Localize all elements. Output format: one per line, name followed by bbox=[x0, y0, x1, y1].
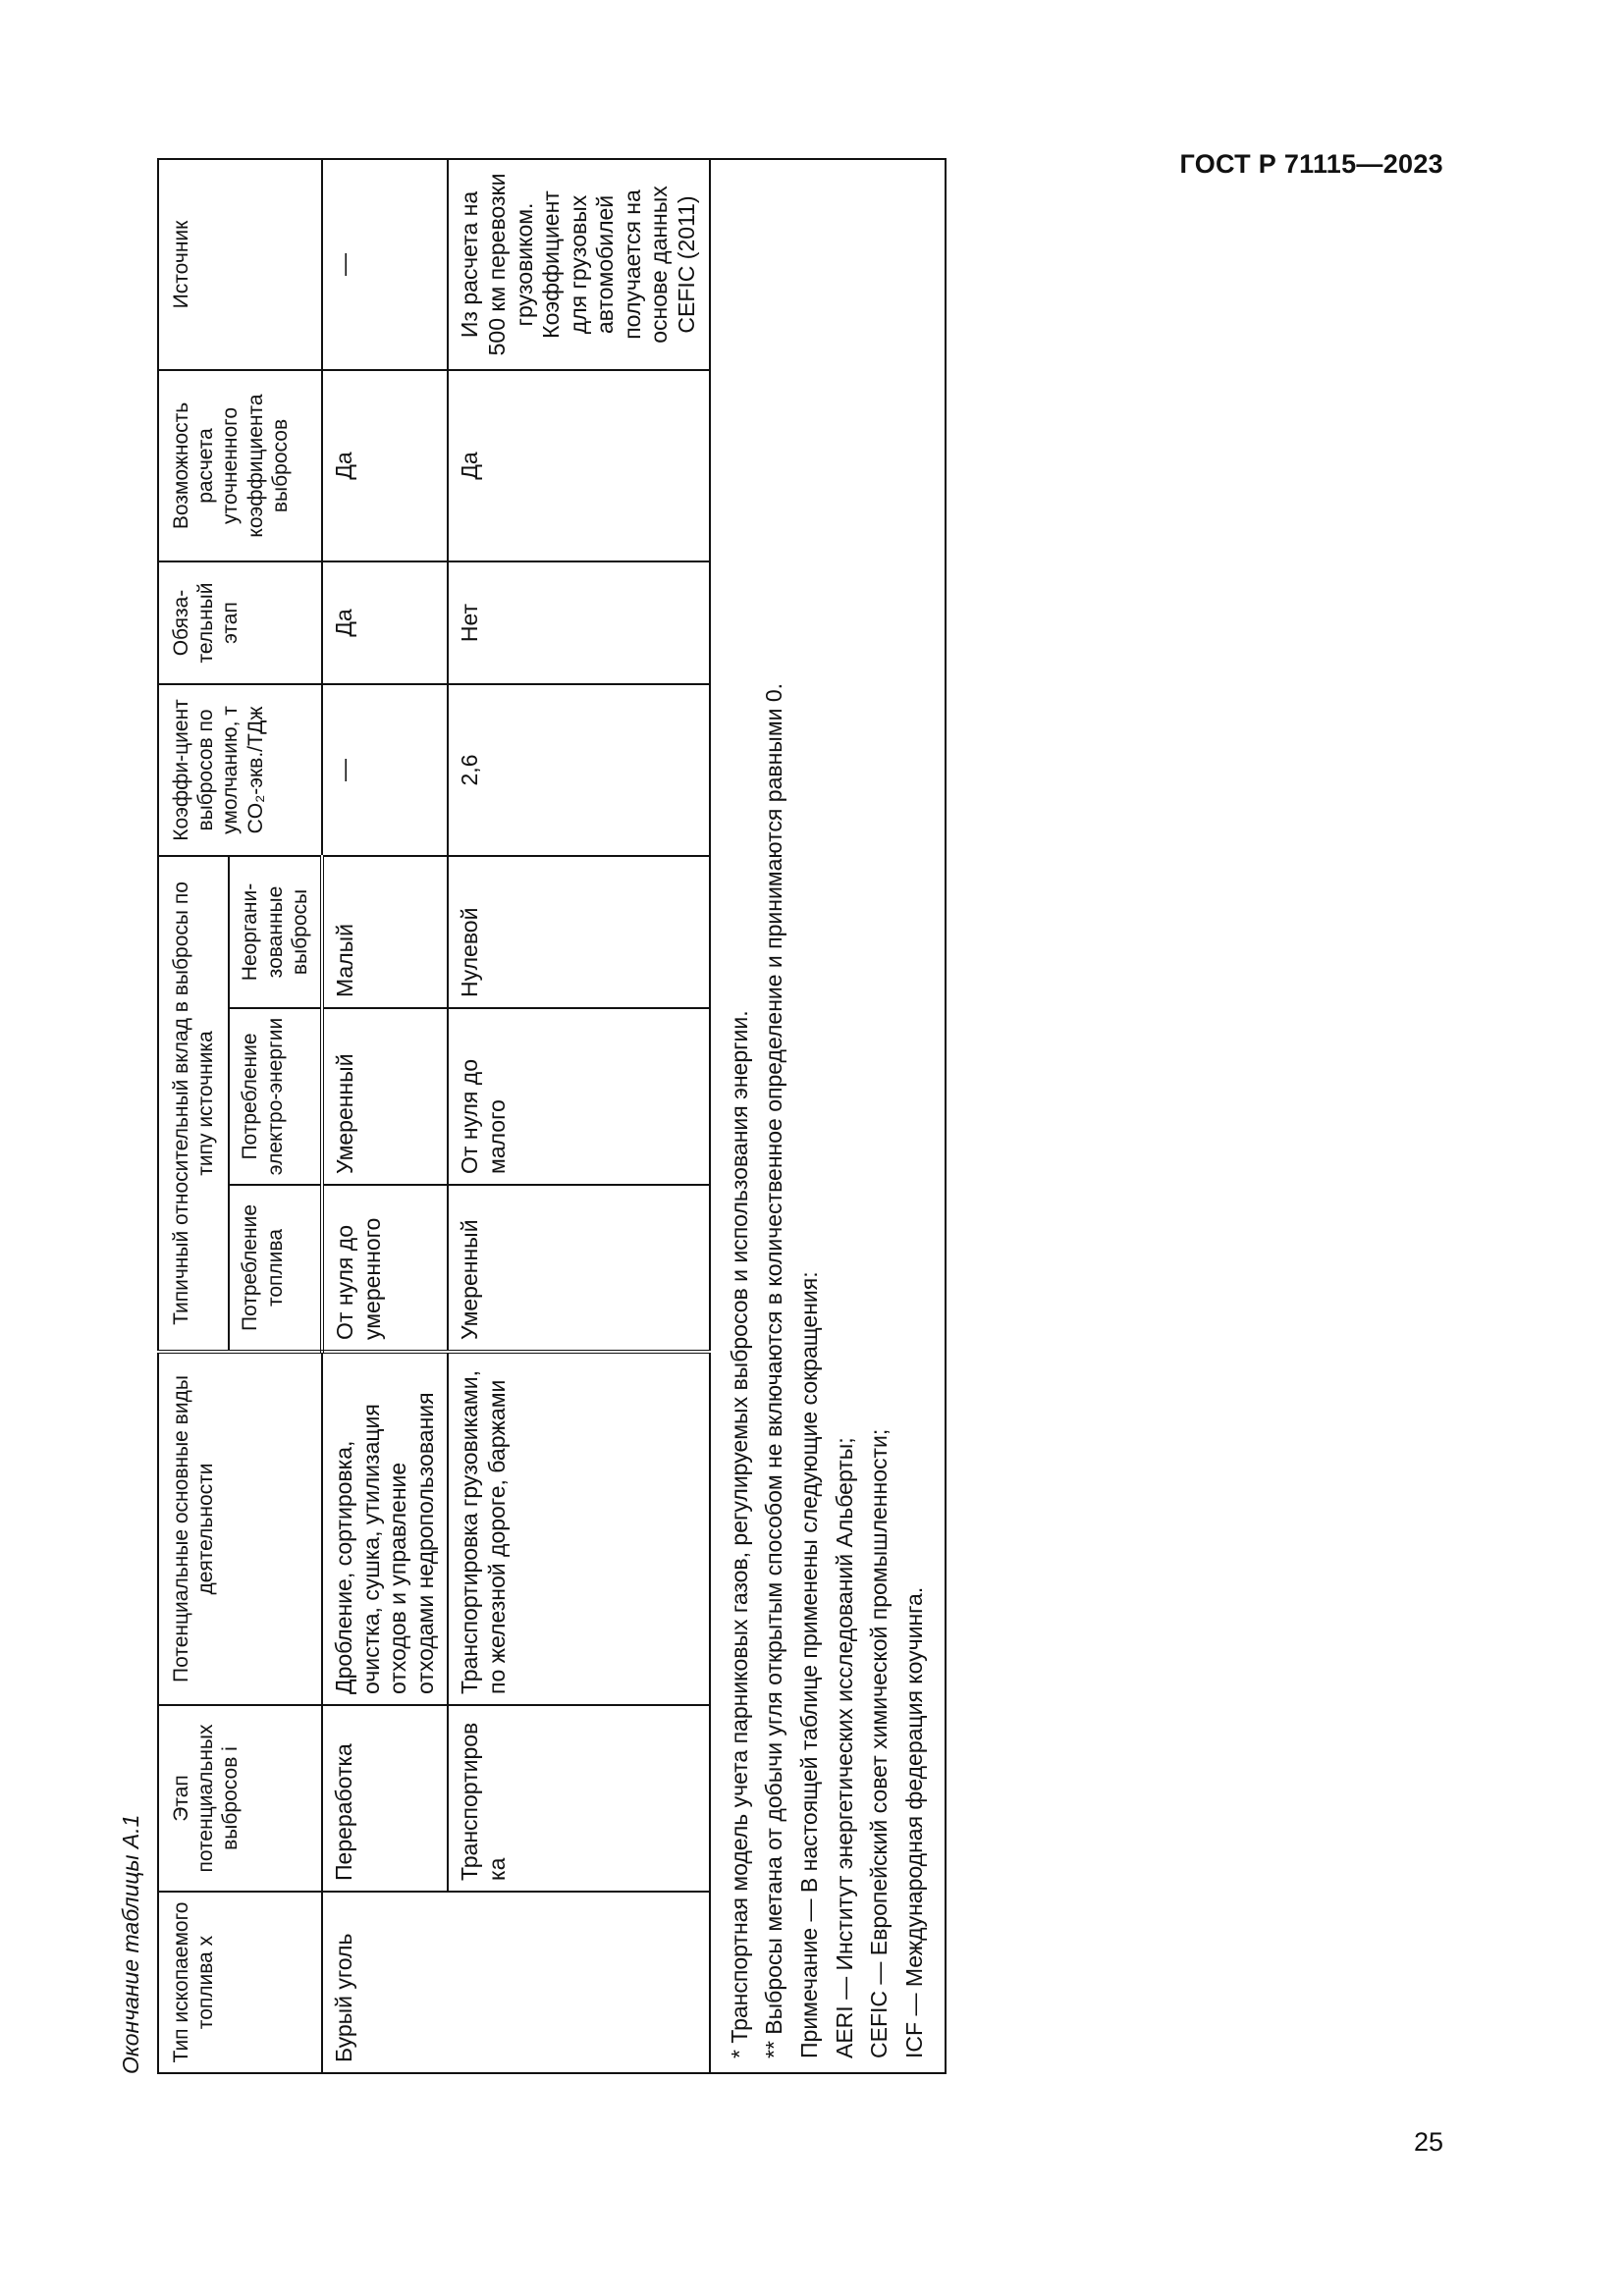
cell-mandatory-stage: Нет bbox=[448, 561, 709, 684]
cell-fuel-consumption: Умеренный bbox=[448, 1185, 709, 1352]
header-fuel-consumption: Потребление топлива bbox=[229, 1185, 322, 1352]
emissions-table bbox=[157, 158, 947, 2074]
cell-fugitive: Малый bbox=[322, 856, 448, 1008]
footnote-methane: ** Выбросы метана от добычи угля открытым способом не включаются в количественное определение и принимаются равными 0. bbox=[761, 682, 787, 2058]
cell-default-factor: 2,6 bbox=[448, 684, 709, 856]
cell-activities: Дробление, сортировка, очистка, сушка, утилизация отходов и управление отходами недропользования bbox=[322, 1352, 448, 1705]
table-caption: Окончание таблицы А.1 bbox=[118, 1814, 143, 2074]
cell-mandatory-stage: Да bbox=[322, 561, 448, 684]
footnote-transport-model: * Транспортная модель учета парниковых газов, регулируемых выбросов и использования энергии. bbox=[726, 1010, 752, 2058]
cell-stage: Переработка bbox=[322, 1705, 448, 1892]
rotated-table-block bbox=[118, 173, 1016, 2074]
header-electricity-consumption: Потребление электро-энергии bbox=[229, 1008, 322, 1185]
header-fuel-type: Тип ископаемого топлива x bbox=[158, 1892, 322, 2073]
cell-refined-calc: Да bbox=[448, 370, 709, 561]
cell-refined-calc: Да bbox=[322, 370, 448, 561]
header-source: Источник bbox=[158, 159, 322, 370]
header-fugitive: Неоргани-зованные выбросы bbox=[229, 856, 322, 1008]
cell-electricity-consumption: От нуля до малого bbox=[448, 1008, 709, 1185]
cell-fugitive: Нулевой bbox=[448, 856, 709, 1008]
header-activities: Потенциальные основные виды деятельности bbox=[158, 1352, 322, 1705]
table-row bbox=[322, 159, 448, 2073]
abbreviation-icf: ICF — Международная федерация коучинга. bbox=[900, 1586, 927, 2058]
cell-default-factor: — bbox=[322, 684, 448, 856]
cell-fuel-consumption: От нуля до умеренного bbox=[322, 1185, 448, 1352]
header-contribution-group: Типичный относительный вклад в выбросы по типу источника bbox=[158, 856, 229, 1352]
cell-source: Из расчета на 500 км перевозки грузовиком. Коэффициент для грузовых автомобилей получается на основе данных CEFIC (2011) bbox=[448, 159, 709, 370]
table-row bbox=[448, 159, 709, 2073]
header-default-factor: Коэффи-циент выбросов по умолчанию, т CO₂-экв./ТДж bbox=[158, 684, 322, 856]
abbreviation-cefic: CEFIC — Европейский совет химической промышленности; bbox=[866, 1428, 893, 2058]
table-notes bbox=[710, 159, 946, 2073]
table-header-row bbox=[158, 159, 229, 2073]
cell-electricity-consumption: Умеренный bbox=[322, 1008, 448, 1185]
page-number: 25 bbox=[1413, 2127, 1443, 2157]
document-code: ГОСТ Р 71115—2023 bbox=[1179, 149, 1443, 179]
header-mandatory-stage: Обяза-тельный этап bbox=[158, 561, 322, 684]
cell-fuel-type: Бурый уголь bbox=[322, 1892, 710, 2073]
note-abbreviations-intro: Примечание — В настоящей таблице применены следующие сокращения: bbox=[795, 1271, 822, 2058]
cell-source: — bbox=[322, 159, 448, 370]
header-refined-calc: Возможность расчета уточненного коэффициента выбросов bbox=[158, 370, 322, 561]
header-stage: Этап потенциальных выбросов i bbox=[158, 1705, 322, 1892]
cell-activities: Транспортировка грузовиками, по железной дороге, баржами bbox=[448, 1352, 709, 1705]
table-notes-row bbox=[710, 159, 946, 2073]
abbreviation-aeri: AERI — Институт энергетических исследований Альберты; bbox=[831, 1437, 857, 2058]
cell-stage: Транспортировка bbox=[448, 1705, 709, 1892]
